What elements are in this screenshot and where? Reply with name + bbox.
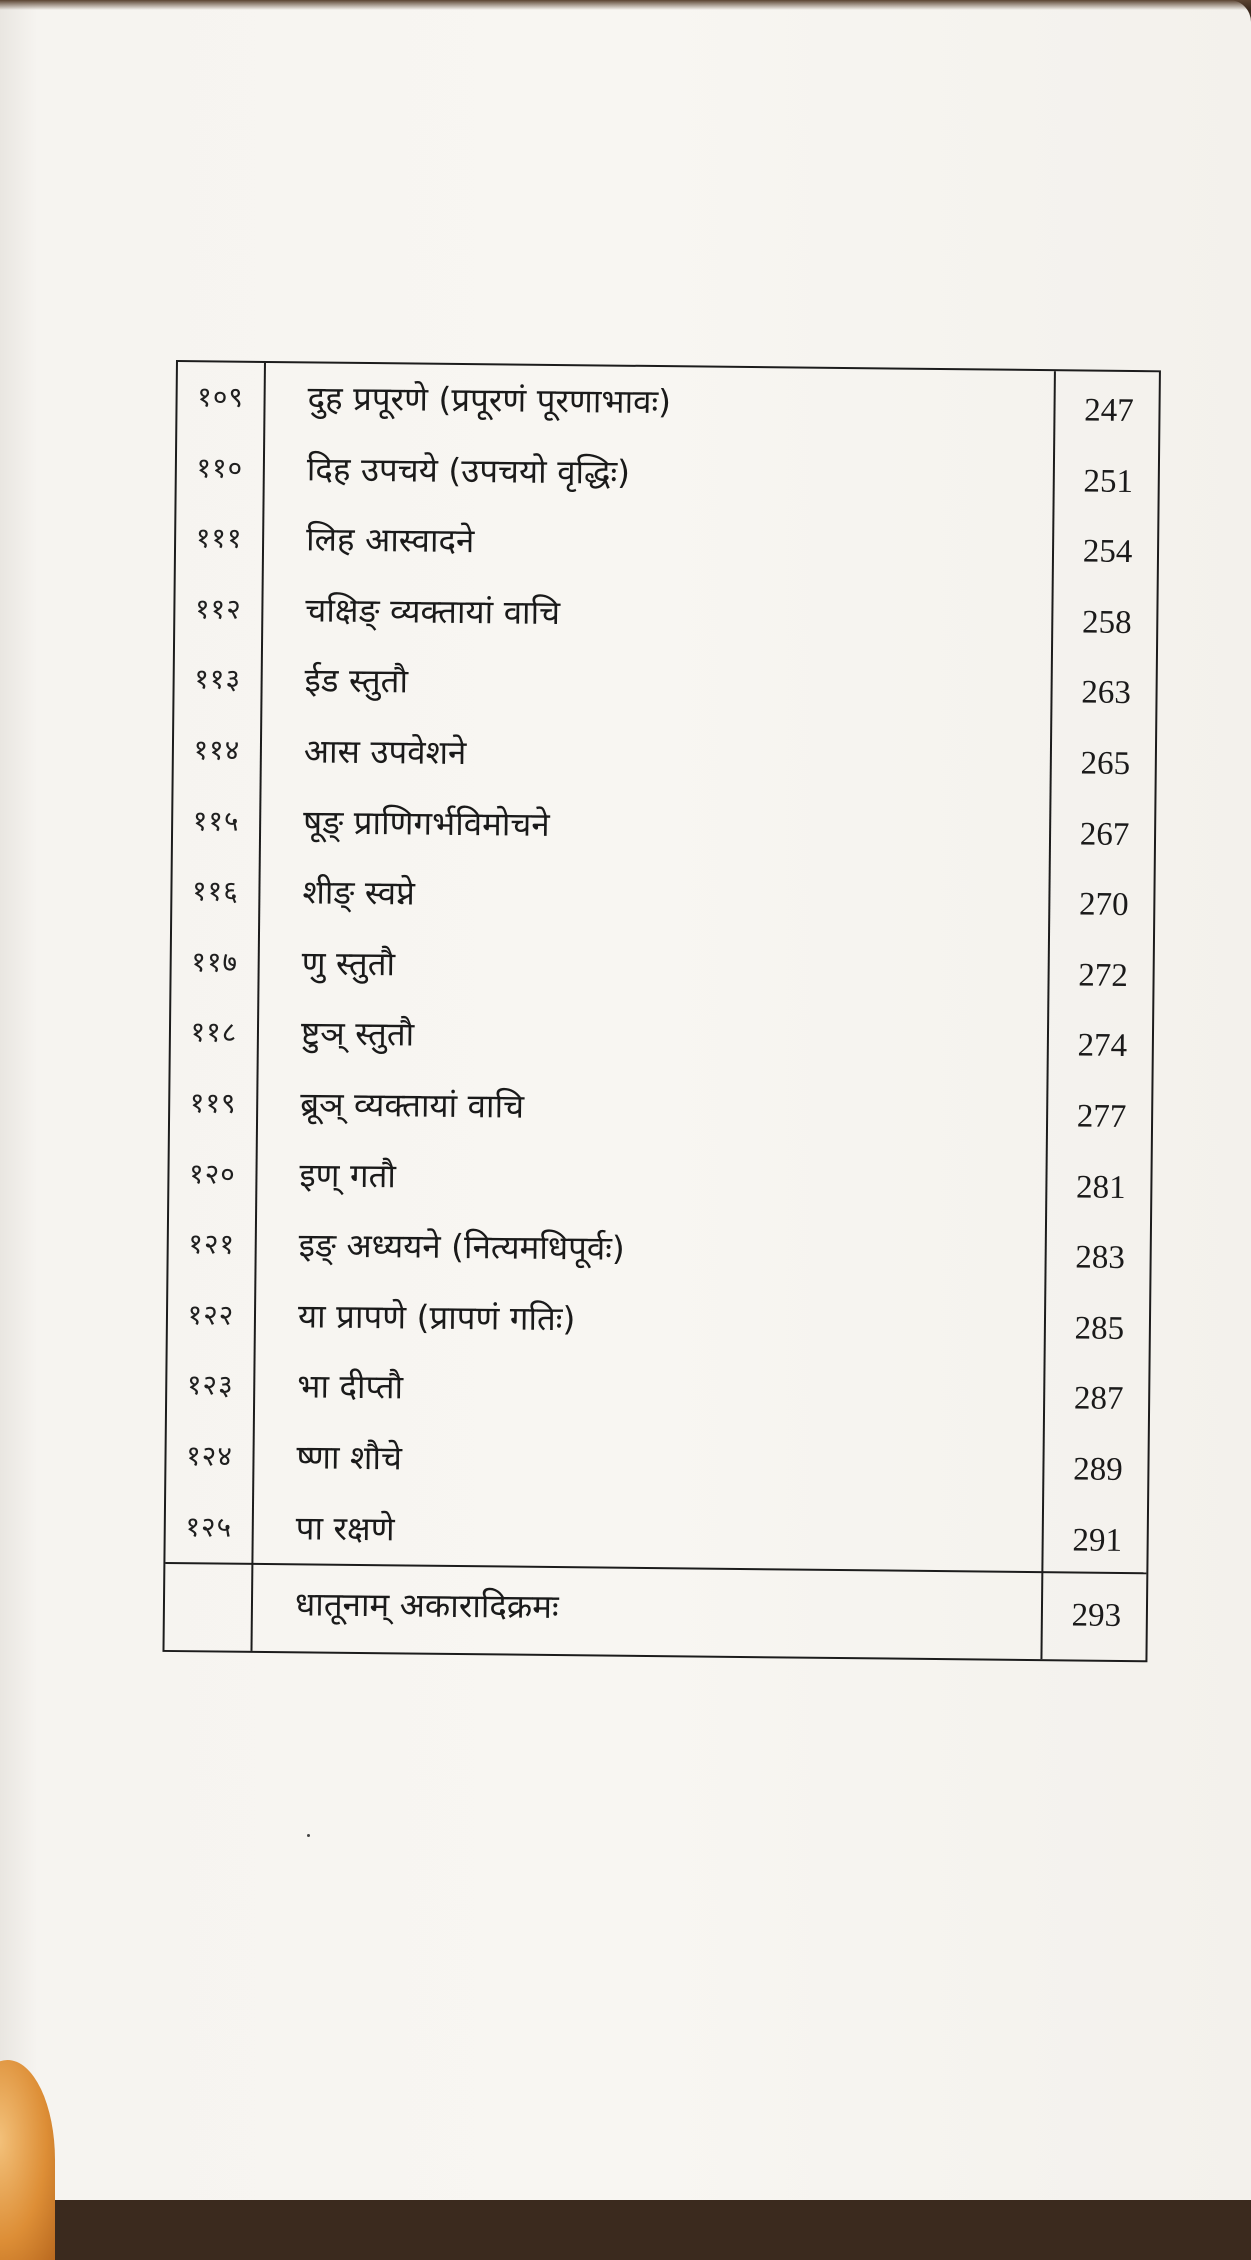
toc-row bbox=[172, 856, 1154, 936]
toc-row bbox=[166, 1421, 1148, 1501]
toc-final-row bbox=[164, 1564, 1146, 1662]
entry-title: आस उपवेशने bbox=[303, 731, 467, 773]
entry-number: ११४ bbox=[193, 733, 241, 767]
entry-page: 289 bbox=[1072, 1451, 1123, 1488]
toc-row bbox=[168, 1209, 1150, 1289]
entry-page: 267 bbox=[1079, 816, 1130, 853]
entry-number: ११५ bbox=[192, 803, 240, 838]
entry-number: १०९ bbox=[197, 380, 245, 414]
entry-title: इण् गतौ bbox=[299, 1154, 397, 1195]
entry-number: १२५ bbox=[185, 1509, 233, 1544]
entry-page: 247 bbox=[1084, 392, 1134, 430]
entry-number: ११० bbox=[196, 450, 244, 485]
entry-title: ईड स्तुतौ bbox=[304, 660, 409, 701]
entry-number: १११ bbox=[195, 521, 243, 555]
entry-title: शीङ् स्वप्ने bbox=[302, 872, 416, 913]
toc-row bbox=[167, 1350, 1149, 1430]
toc-row bbox=[174, 715, 1156, 795]
entry-page: 283 bbox=[1075, 1239, 1126, 1277]
toc-row bbox=[169, 1139, 1151, 1219]
toc-row bbox=[171, 927, 1153, 1007]
entry-number: १२४ bbox=[186, 1439, 234, 1473]
entry-page: 263 bbox=[1081, 674, 1131, 712]
entry-number: ११७ bbox=[191, 944, 239, 979]
entry-title: या प्रापणे (प्रापणं गतिः) bbox=[297, 1296, 576, 1339]
entry-page: 270 bbox=[1078, 886, 1129, 924]
table-of-contents bbox=[162, 360, 1160, 1662]
entry-title: षूङ् प्राणिगर्भविमोचने bbox=[302, 801, 550, 844]
toc-row bbox=[177, 433, 1159, 513]
entry-number: १२२ bbox=[187, 1297, 235, 1332]
toc-row bbox=[175, 574, 1157, 654]
final-entry-page: 293 bbox=[1071, 1597, 1122, 1634]
entry-title: पा रक्षणे bbox=[295, 1507, 395, 1548]
toc-row bbox=[173, 786, 1155, 866]
entry-number: ११३ bbox=[194, 662, 242, 697]
entry-title: ब्रूञ् व्यक्तायां वाचि bbox=[300, 1084, 525, 1126]
entry-page: 285 bbox=[1074, 1310, 1125, 1347]
entry-page: 254 bbox=[1082, 533, 1133, 571]
entry-page: 251 bbox=[1083, 463, 1134, 500]
entry-title: दिह उपचये (उपचयो वृद्धिः) bbox=[306, 448, 631, 492]
toc-row bbox=[168, 1280, 1150, 1360]
entry-page: 258 bbox=[1081, 604, 1132, 641]
toc-row bbox=[174, 644, 1156, 724]
entry-title: भा दीप्तौ bbox=[297, 1366, 404, 1407]
entry-number: ११६ bbox=[191, 874, 239, 908]
entry-title: चक्षिङ् व्यक्तायां वाचि bbox=[305, 590, 561, 632]
toc-row bbox=[176, 503, 1158, 583]
entry-title: लिह आस्वादने bbox=[305, 519, 475, 561]
toc-row bbox=[177, 362, 1159, 442]
entry-page: 281 bbox=[1075, 1169, 1126, 1206]
toc-row bbox=[170, 1068, 1152, 1148]
entry-number: १२१ bbox=[188, 1227, 236, 1261]
toc-row bbox=[171, 997, 1153, 1077]
entry-title: णु स्तुतौ bbox=[301, 943, 396, 984]
entry-number: १२० bbox=[188, 1156, 236, 1191]
entry-page: 272 bbox=[1078, 957, 1129, 994]
entry-title: ष्टुञ् स्तुतौ bbox=[300, 1013, 415, 1054]
entry-number: १२३ bbox=[186, 1368, 234, 1403]
entry-title: इङ् अध्ययने (नित्यमधिपूर्वः) bbox=[298, 1225, 626, 1268]
final-entry-title: धातूनाम् अकारादिक्रमः bbox=[294, 1584, 559, 1627]
entry-title: ष्णा शौचे bbox=[296, 1437, 403, 1478]
entry-number: ११९ bbox=[189, 1086, 237, 1120]
page-top-shadow bbox=[0, 0, 1251, 10]
toc-row bbox=[165, 1492, 1147, 1572]
entry-number: ११८ bbox=[190, 1015, 238, 1050]
entry-title: दुह प्रपूरणे (प्रपूरणं पूरणाभावः) bbox=[307, 378, 672, 422]
speck-mark bbox=[307, 1834, 310, 1837]
entry-page: 277 bbox=[1076, 1098, 1127, 1135]
entry-page: 274 bbox=[1077, 1027, 1128, 1065]
entry-number: ११२ bbox=[194, 592, 242, 626]
entry-page: 291 bbox=[1072, 1522, 1123, 1559]
entry-page: 287 bbox=[1073, 1380, 1124, 1418]
entry-page: 265 bbox=[1080, 745, 1131, 783]
